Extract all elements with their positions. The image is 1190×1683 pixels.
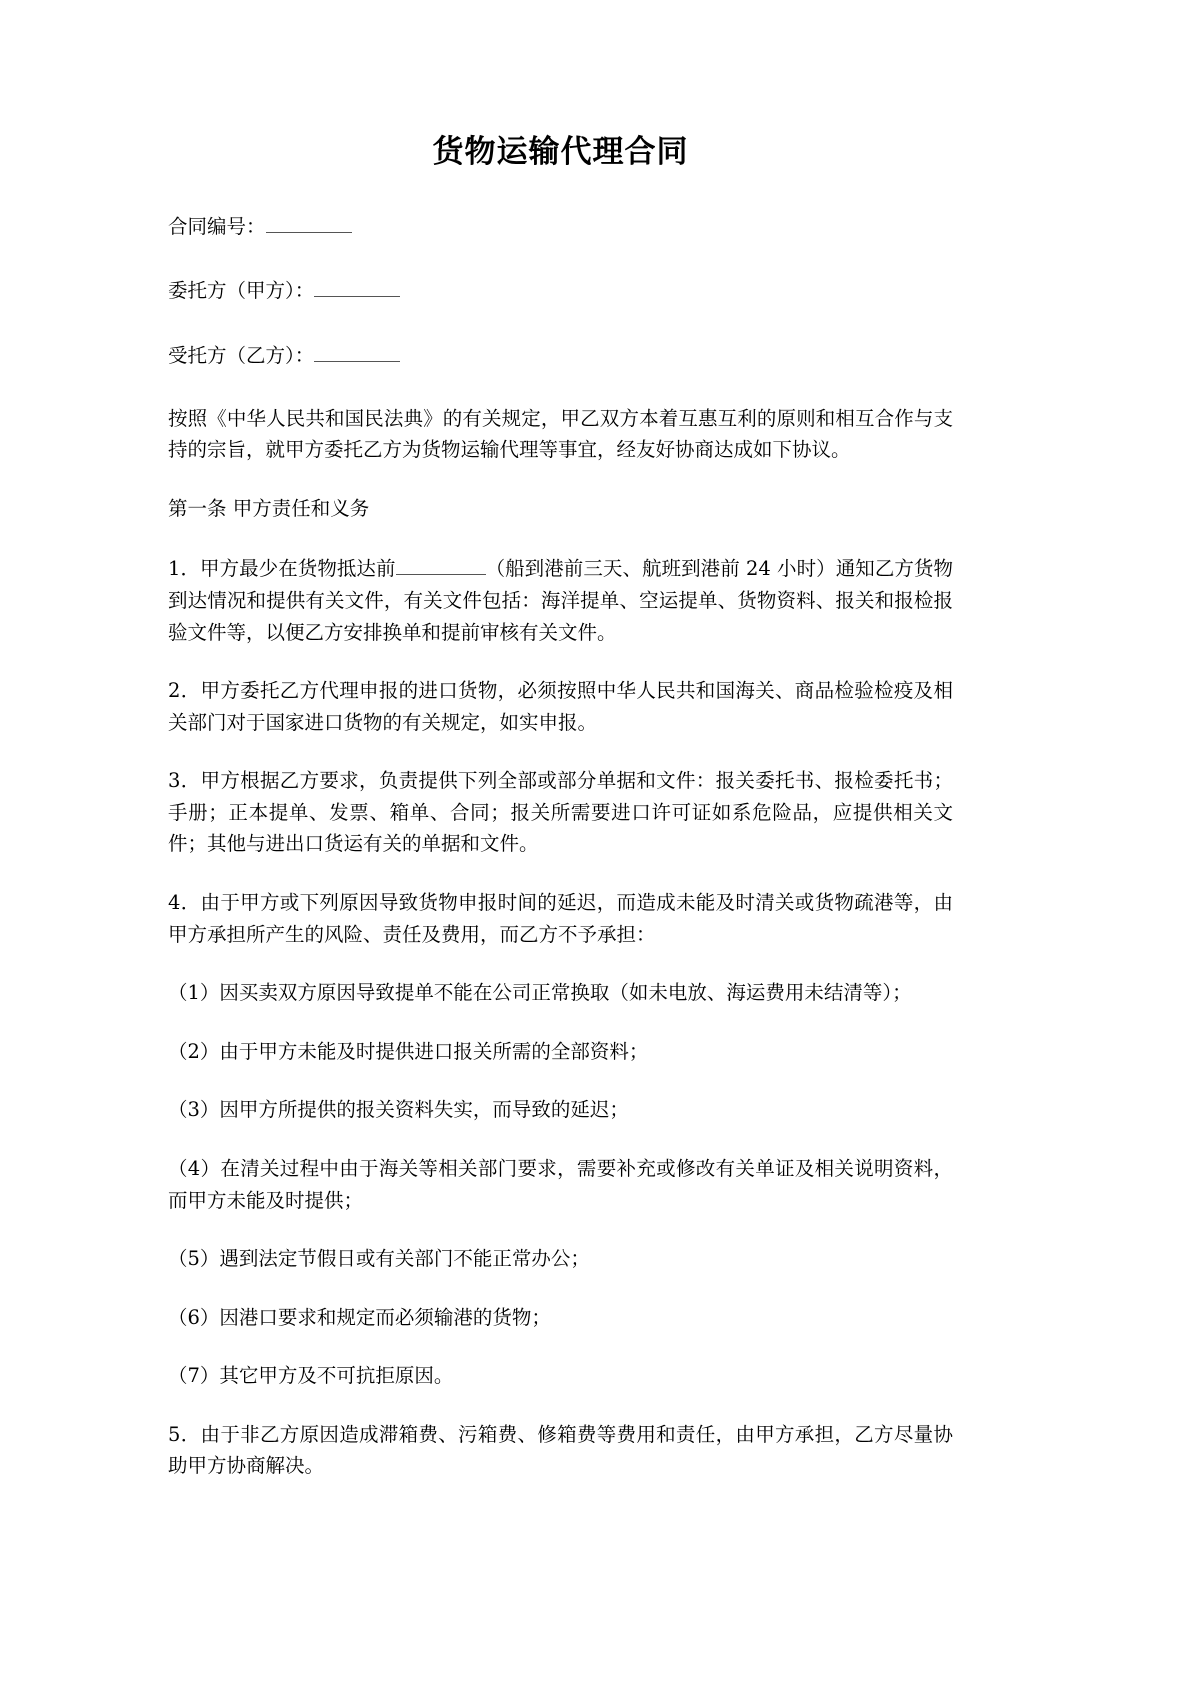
clause-item-2-number: 2． xyxy=(168,679,201,703)
preamble-paragraph: 按照《中华人民共和国民法典》的有关规定，甲乙双方本着互惠互利的原则和相互合作与支持的宗旨，就甲方委托乙方为货物运输代理等事宜，经友好协商达成如下协议。 xyxy=(168,406,953,462)
clause-item-5 xyxy=(168,1419,953,1482)
clause-subitem-5-number: （5） xyxy=(168,1247,220,1271)
clause-item-3-text: 甲方根据乙方要求，负责提供下列全部或部分单据和文件：报关委托书、报检委托书；手册；正本提单、发票、箱单、合同；报关所需要进口许可证如系危险品，应提供相关文件；其他与进出口货运有关的单据和文件。 xyxy=(168,769,953,856)
clause-item-4-text: 由于甲方或下列原因导致货物申报时间的延迟，而造成未能及时清关或货物疏港等，由甲方承担所产生的风险、责任及费用，而乙方不予承担： xyxy=(168,891,953,946)
clause-subitem-7 xyxy=(168,1360,953,1392)
clause-item-4-number: 4． xyxy=(168,891,201,915)
clause-subitem-5-text: 遇到法定节假日或有关部门不能正常办公； xyxy=(219,1247,590,1271)
field-contract-number-label: 合同编号： xyxy=(168,215,266,239)
clause-subitem-1-text: 因买卖双方原因导致提单不能在公司正常换取（如未电放、海运费用未结清等）； xyxy=(219,981,912,1005)
party-a-input[interactable] xyxy=(314,296,400,297)
page-title: 货物运输代理合同 xyxy=(432,134,689,170)
clause-one-heading: 第一条 甲方责任和义务 xyxy=(168,496,370,520)
field-party-a xyxy=(168,274,953,308)
clause-subitem-3-number: （3） xyxy=(168,1098,220,1122)
clause-item-3 xyxy=(168,765,953,860)
field-party-b-label: 受托方（乙方）： xyxy=(168,343,315,367)
clause-item-5-number: 5． xyxy=(168,1422,201,1446)
clause-item-1-text-before: 甲方最少在货物抵达前 xyxy=(200,557,396,581)
clause-item-4 xyxy=(168,887,953,950)
clause-subitem-7-number: （7） xyxy=(168,1364,220,1388)
clause-subitem-6 xyxy=(168,1302,953,1334)
clause-item-2-text: 甲方委托乙方代理申报的进口货物，必须按照中华人民共和国海关、商品检验检疫及相关部门对于国家进口货物的有关规定，如实申报。 xyxy=(168,679,953,734)
clause-subitem-2 xyxy=(168,1036,953,1068)
field-contract-number xyxy=(168,210,953,244)
clause-item-1-number: 1． xyxy=(168,557,201,581)
clause-subitem-3 xyxy=(168,1094,953,1126)
clause-subitem-3-text: 因甲方所提供的报关资料失实，而导致的延迟； xyxy=(219,1098,629,1122)
clause-subitem-5 xyxy=(168,1243,953,1275)
notice-period-input[interactable] xyxy=(396,574,486,575)
clause-subitem-7-text: 其它甲方及不可抗拒原因。 xyxy=(219,1364,454,1388)
document-body xyxy=(168,132,953,1509)
clause-subitem-4-text: 在清关过程中由于海关等相关部门要求，需要补充或修改有关单证及相关说明资料，而甲方未能及时提供； xyxy=(168,1156,953,1212)
clause-subitem-1-number: （1） xyxy=(168,981,220,1005)
party-b-input[interactable] xyxy=(314,361,400,362)
clause-subitem-4 xyxy=(168,1153,953,1216)
field-party-a-label: 委托方（甲方）： xyxy=(168,279,315,303)
clause-subitem-4-number: （4） xyxy=(168,1156,221,1180)
field-party-b xyxy=(168,339,953,373)
clause-subitem-6-text: 因港口要求和规定而必须输港的货物； xyxy=(219,1305,551,1329)
clause-item-5-text: 由于非乙方原因造成滞箱费、污箱费、修箱费等费用和责任，由甲方承担，乙方尽量协助甲方协商解决。 xyxy=(168,1422,953,1478)
contract-number-input[interactable] xyxy=(266,232,352,233)
clause-subitem-2-text: 由于甲方未能及时提供进口报关所需的全部资料； xyxy=(219,1039,649,1063)
clause-item-1 xyxy=(168,553,953,648)
clause-subitem-1 xyxy=(168,977,953,1009)
clause-item-1-text-after: （船到港前三天、航班到港前 24 小时）通知乙方货物到达情况和提供有关文件，有关文件包括：海洋提单、空运提单、货物资料、报关和报检报验文件等，以便乙方安排换单和提前审核有关文件。 xyxy=(168,557,953,644)
clause-item-2 xyxy=(168,675,953,738)
clause-item-3-number: 3． xyxy=(168,769,201,793)
clause-subitem-6-number: （6） xyxy=(168,1305,220,1329)
clause-subitem-2-number: （2） xyxy=(168,1039,220,1063)
